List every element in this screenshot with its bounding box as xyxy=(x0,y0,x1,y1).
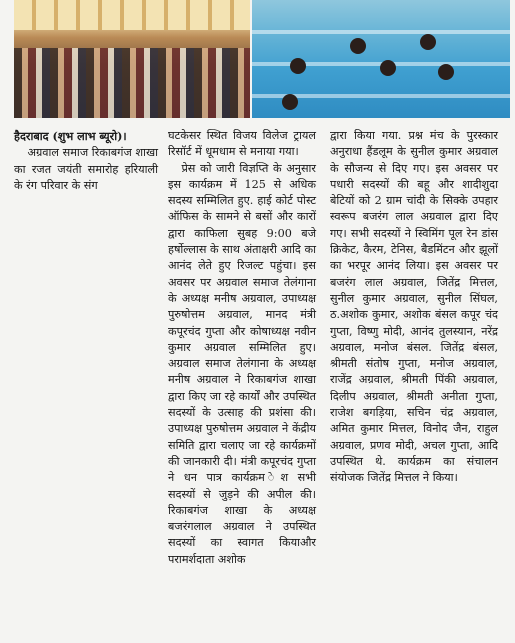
swimmer xyxy=(282,94,298,110)
paragraph: घटकेसर स्थित विजय विलेज ट्रायल रिसॉर्ट में धूमधाम से मनाया गया। xyxy=(168,129,316,159)
paragraph: अग्रवाल समाज रिकाबगंज शाखा का रजत जयंती समारोह हरियाली के रंग परिवार के संग xyxy=(14,146,158,192)
dateline: हैदराबाद (शुभ लाभ ब्यूरो)। xyxy=(14,129,127,143)
paragraph: द्वारा किया गया. प्रश्न मंच के पुरस्कार अनुराधा हैंडलूम के सुनील कुमार अग्रवाल के सौजन्य से दिए गए। इस अवसर पर पधारी सदस्यों की बहू और शादीशुदा बेटियों को 2 ग्राम चांदी के सिक्के उपहार स्वरूप बजरंग लाल अग्रवाल द्वारा दिए गए। सभी सदस्यों ने स्विमिंग पूल रेन डांस क्रिकेट, कैरम, टेनिस, बैडमिंटन और झूलों का भरपूर आनंद लिया। इस अवसर पर बजरंग लाल अग्रवाल, जितेंद्र मित्तल, सुनील कुमार अग्रवाल, सुनील सिंघल, ठ.अशोक कुमार, अशोक बंसल कपूर चंद गुप्ता, विष्णु मोदी, आनंद तुलस्यान, नरेंद्र अग्रवाल, मनोज बंसल. जितेंद्र बंसल, श्रीमती संतोष गुप्ता, मनोज अग्रवाल, राजेंद्र अग्रवाल, श्रीमती पिंकी अग्रवाल, दिलीप अग्रवाल, श्रीमती अनीता गुप्ता, राजेश बगड़िया, सचिन चंद्र अग्रवाल, अमित कुमार मित्तल, विनोद जैन, राहुल अग्रवाल, प्रणव मोदी, अचल गुप्ता, आदि उपस्थित थे. कार्यक्रम का संचालन संयोजक जितेंद्र मित्तल ने किया। xyxy=(330,129,498,485)
canopy-decoration xyxy=(14,0,250,30)
swimmer xyxy=(380,60,396,76)
swimmer xyxy=(438,64,454,80)
swimmer xyxy=(350,38,366,54)
article-column-2 xyxy=(168,128,316,568)
seated-crowd xyxy=(14,48,250,118)
swimmer xyxy=(290,58,306,74)
article-column-1 xyxy=(14,128,158,194)
article-column-3 xyxy=(330,128,498,487)
paragraph: प्रेस को जारी विज्ञप्ति के अनुसार इस कार्यक्रम में 125 से अधिक सदस्य सम्मिलित हुए. हाई कोर्ट पोस्ट ऑफिस के सामने से बसों और कारों द्वारा काफिला सुबह 9:00 बजे हर्षोल्लास के साथ अंताक्षरी आदि का आनंद लेते हुए रिजल्ट पहुंचा। इस अवसर पर अग्रवाल समाज तेलंगाना के अध्यक्ष मनीष अग्रवाल, उपाध्यक्ष पुरुषोत्तम अग्रवाल, मानद मंत्री कपूरचंद गुप्ता और कोषाध्यक्ष नवीन कुमार अग्रवाल सम्मिलित हुए। अग्रवाल समाज तेलंगाना के अध्यक्ष मनीष अग्रवाल ने रिकाबगंज शाखा द्वारा किए जा रहे कार्यों और उपस्थित सदस्यों के उत्साह की प्रशंसा की। उपाध्यक्ष पुरुषोत्तम अग्रवाल ने केंद्रीय समिति द्वारा चलाए जा रहे कार्यक्रमों की जानकारी दी। मंत्री कपूरचंद गुप्ता ने धन पात्र कार्यक्रम ेश सभी सदस्यों से जुड़ने की अपील की। रिकाबगंज शाखा के अध्यक्ष बजरंगलाल अग्रवाल ने उपस्थित सदस्यों का स्वागत कियाऔर परामर्शदाता अशोक xyxy=(168,161,316,566)
swimmer xyxy=(420,34,436,50)
event-photo-hall xyxy=(14,0,250,118)
pool-lane xyxy=(252,30,510,34)
event-photo-pool xyxy=(252,0,510,118)
